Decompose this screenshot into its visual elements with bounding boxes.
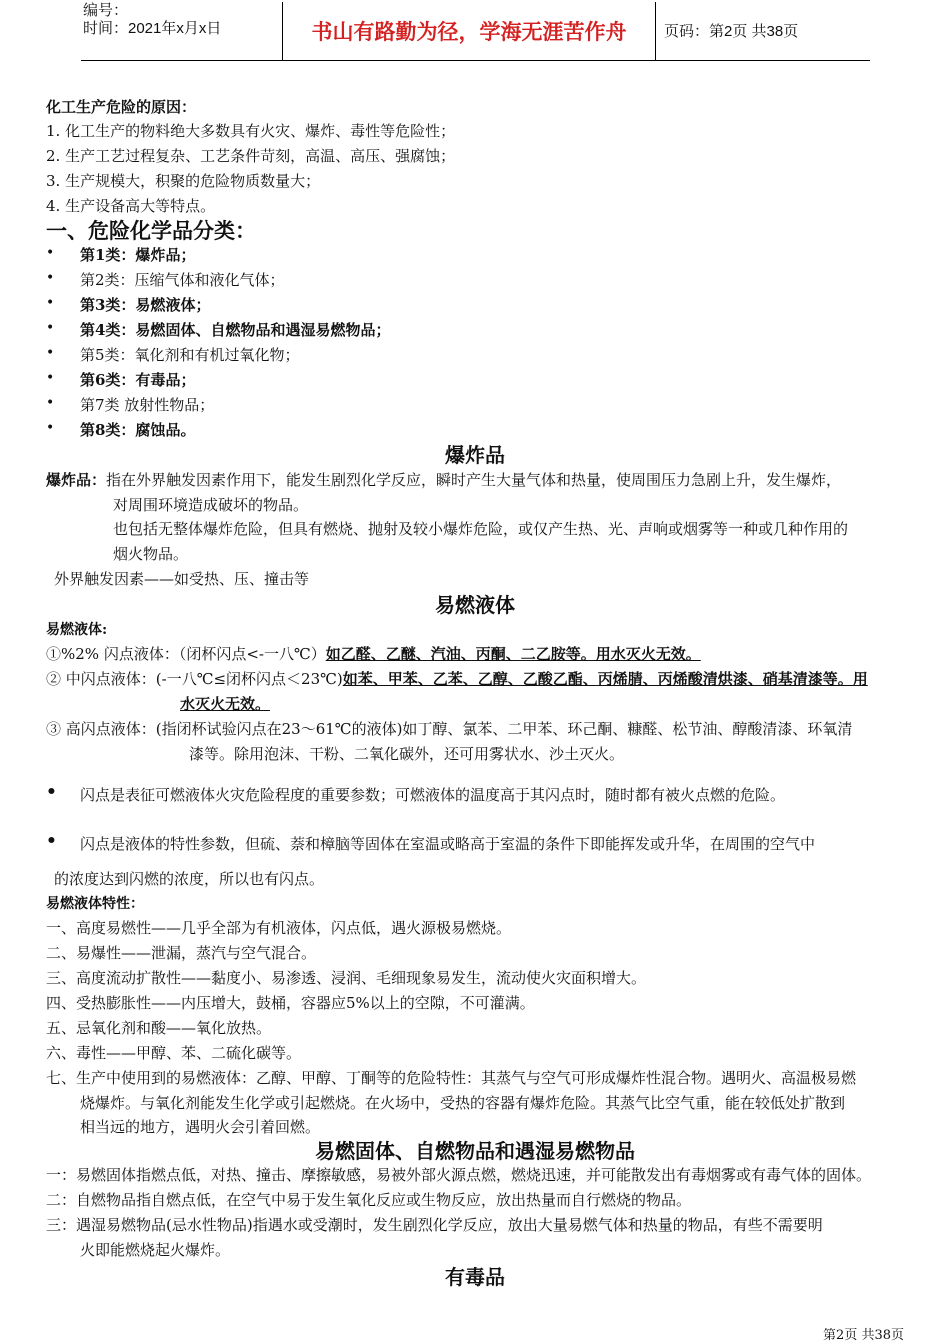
explosives-def-4: 烟火物品。 bbox=[113, 545, 189, 563]
bullet-icon: • bbox=[46, 320, 55, 336]
intro-item-4: 4. 生产设备高大等特点。 bbox=[46, 197, 216, 215]
liquids-mid-flash bbox=[46, 669, 868, 689]
liquids-high-flash: ③ 高闪点液体：(指闭杯试验闪点在23～61℃的液体)如丁醇、氯苯、二甲苯、环己酮、糠醛、松节油、醇酸清漆、环氧清 bbox=[46, 720, 853, 738]
solids-line-1: 一：易燃固体指燃点低，对热、撞击、摩擦敏感，易被外部火源点燃，燃烧迅速，并可能散发出有毒烟雾或有毒气体的固体。 bbox=[46, 1166, 872, 1184]
bullet-icon: • bbox=[46, 345, 55, 361]
header-motto: 书山有路勤为径，学海无涯苦作舟 bbox=[311, 20, 627, 44]
intro-item-1: 1. 化工生产的物料绝大多数具有火灾、爆炸、毒性等危险性； bbox=[46, 122, 456, 140]
liquids-prop-5: 五、忌氧化剂和酸——氧化放热。 bbox=[46, 1019, 272, 1037]
intro-title: 化工生产危险的原因： bbox=[46, 98, 197, 116]
explosives-def-text: 指在外界触发因素作用下，能发生剧烈化学反应，瞬时产生大量气体和热量，使周围压力急剧上升，发生爆炸， bbox=[106, 471, 842, 489]
header-date: 时间：2021年x月x日 bbox=[83, 20, 222, 37]
classification-heading: 一、危险化学品分类： bbox=[46, 218, 256, 243]
bullet-icon: • bbox=[46, 245, 55, 261]
class-item-1: 第1类：爆炸品； bbox=[80, 246, 196, 264]
liquids-low-flash bbox=[46, 644, 701, 664]
explosives-def-2: 对周围环境造成破坏的物品。 bbox=[113, 496, 309, 514]
toxic-heading: 有毒品 bbox=[445, 1265, 505, 1289]
explosives-trigger: 外界触发因素——如受热、压、撞击等 bbox=[54, 570, 310, 588]
bullet-icon: • bbox=[46, 782, 57, 802]
liquids-low-examples: 如乙醛、乙醚、汽油、丙酮、二乙胺等。用水灭火无效。 bbox=[325, 645, 701, 663]
class-item-5: 第5类：氧化剂和有机过氧化物； bbox=[80, 346, 300, 364]
liquids-term: 易燃液体: bbox=[46, 622, 108, 638]
solids-heading: 易燃固体、自燃物品和遇湿易燃物品 bbox=[315, 1139, 635, 1163]
bullet-icon: • bbox=[46, 295, 55, 311]
flash-note-2: 闪点是液体的特性参数，但硫、萘和樟脑等固体在室温或略高于室温的条件下即能挥发或升华，在周围的空气中 bbox=[80, 835, 816, 853]
intro-item-2: 2. 生产工艺过程复杂、工艺条件苛刻，高温、高压、强腐蚀； bbox=[46, 147, 456, 165]
liquids-prop-6: 六、毒性——甲醇、苯、二硫化碳等。 bbox=[46, 1044, 302, 1062]
solids-line-3-cont: 火即能燃烧起火爆炸。 bbox=[80, 1241, 231, 1259]
intro-item-3: 3. 生产规模大，积聚的危险物质数量大； bbox=[46, 172, 321, 190]
class-item-7: 第7类 放射性物品； bbox=[80, 396, 215, 414]
bullet-icon: • bbox=[46, 370, 55, 386]
liquids-prop-4: 四、受热膨胀性——内压增大，鼓桶，容器应5%以上的空隙，不可灌满。 bbox=[46, 994, 535, 1012]
explosives-heading: 爆炸品 bbox=[445, 443, 505, 467]
class-item-2: 第2类：压缩气体和液化气体； bbox=[80, 271, 285, 289]
class-item-6: 第6类：有毒品； bbox=[80, 371, 196, 389]
liquids-prop-7: 七、生产中使用到的易燃液体：乙醇、甲醇、丁酮等的危险特性：其蒸气与空气可形成爆炸性混合物。遇明火、高温极易燃 bbox=[46, 1069, 857, 1087]
liquids-prop-3: 三、高度流动扩散性——黏度小、易渗透、浸润、毛细现象易发生，流动使火灾面积增大。 bbox=[46, 969, 647, 987]
footer-page-number: 第2页 共38页 bbox=[823, 1328, 904, 1343]
liquids-mid-examples-cont: 水灭火无效。 bbox=[180, 695, 271, 713]
bullet-icon: • bbox=[46, 831, 57, 851]
bullet-icon: • bbox=[46, 395, 55, 411]
header-page: 页码：第2页 共38页 bbox=[664, 23, 799, 40]
liquids-low-prefix: ①%2% 闪点液体：（闭杯闪点<-一八℃） bbox=[46, 645, 326, 663]
liquids-prop-2: 二、易爆性——泄漏，蒸汽与空气混合。 bbox=[46, 944, 317, 962]
explosives-term: 爆炸品： bbox=[46, 471, 107, 489]
header-motto-box bbox=[282, 2, 656, 60]
liquids-mid-prefix: ② 中闪点液体：(-一八℃≤闭杯闪点＜23℃) bbox=[46, 670, 343, 688]
bullet-icon: • bbox=[46, 270, 55, 286]
flash-note-1: 闪点是表征可燃液体火灾危险程度的重要参数；可燃液体的温度高于其闪点时，随时都有被火点燃的危险。 bbox=[80, 786, 786, 804]
explosives-def-3: 也包括无整体爆炸危险，但具有燃烧、抛射及较小爆炸危险，或仅产生热、光、声响或烟雾等一种或几种作用的 bbox=[113, 520, 849, 538]
solids-line-3: 三：遇湿易燃物品(忌水性物品)指遇水或受潮时，发生剧烈化学反应，放出大量易燃气体和热量的物品，有些不需要明 bbox=[46, 1216, 823, 1234]
flash-note-2-cont: 的浓度达到闪燃的浓度，所以也有闪点。 bbox=[54, 870, 325, 888]
header-divider bbox=[81, 60, 870, 61]
liquids-prop-1: 一、高度易燃性——几乎全部为有机液体，闪点低，遇火源极易燃烧。 bbox=[46, 919, 512, 937]
bullet-icon: • bbox=[46, 420, 55, 436]
header-info bbox=[83, 2, 278, 38]
class-item-4: 第4类：易燃固体、自燃物品和遇湿易燃物品； bbox=[80, 321, 391, 339]
class-item-8: 第8类：腐蚀品。 bbox=[80, 421, 196, 439]
liquids-props-title: 易燃液体特性： bbox=[46, 896, 144, 912]
liquids-prop-7-cont-1: 烧爆炸。与氧化剂能发生化学或引起燃烧。在火场中，受热的容器有爆炸危险。其蒸气比空气重，能在较低处扩散到 bbox=[80, 1094, 846, 1112]
header-number: 编号： bbox=[83, 2, 129, 19]
explosives-def-1 bbox=[46, 470, 841, 490]
liquids-heading: 易燃液体 bbox=[435, 593, 515, 617]
liquids-prop-7-cont-2: 相当远的地方，遇明火会引着回燃。 bbox=[80, 1118, 321, 1136]
liquids-high-flash-cont: 漆等。除用泡沫、干粉、二氧化碳外，还可用雾状水、沙土灭火。 bbox=[189, 745, 625, 763]
liquids-mid-examples: 如苯、甲苯、乙苯、乙醇、乙酸乙酯、丙烯腈、丙烯酸清烘漆、硝基清漆等。用 bbox=[342, 670, 868, 688]
class-item-3: 第3类：易燃液体； bbox=[80, 296, 211, 314]
solids-line-2: 二：自燃物品指自燃点低，在空气中易于发生氧化反应或生物反应，放出热量而自行燃烧的物品。 bbox=[46, 1191, 692, 1209]
